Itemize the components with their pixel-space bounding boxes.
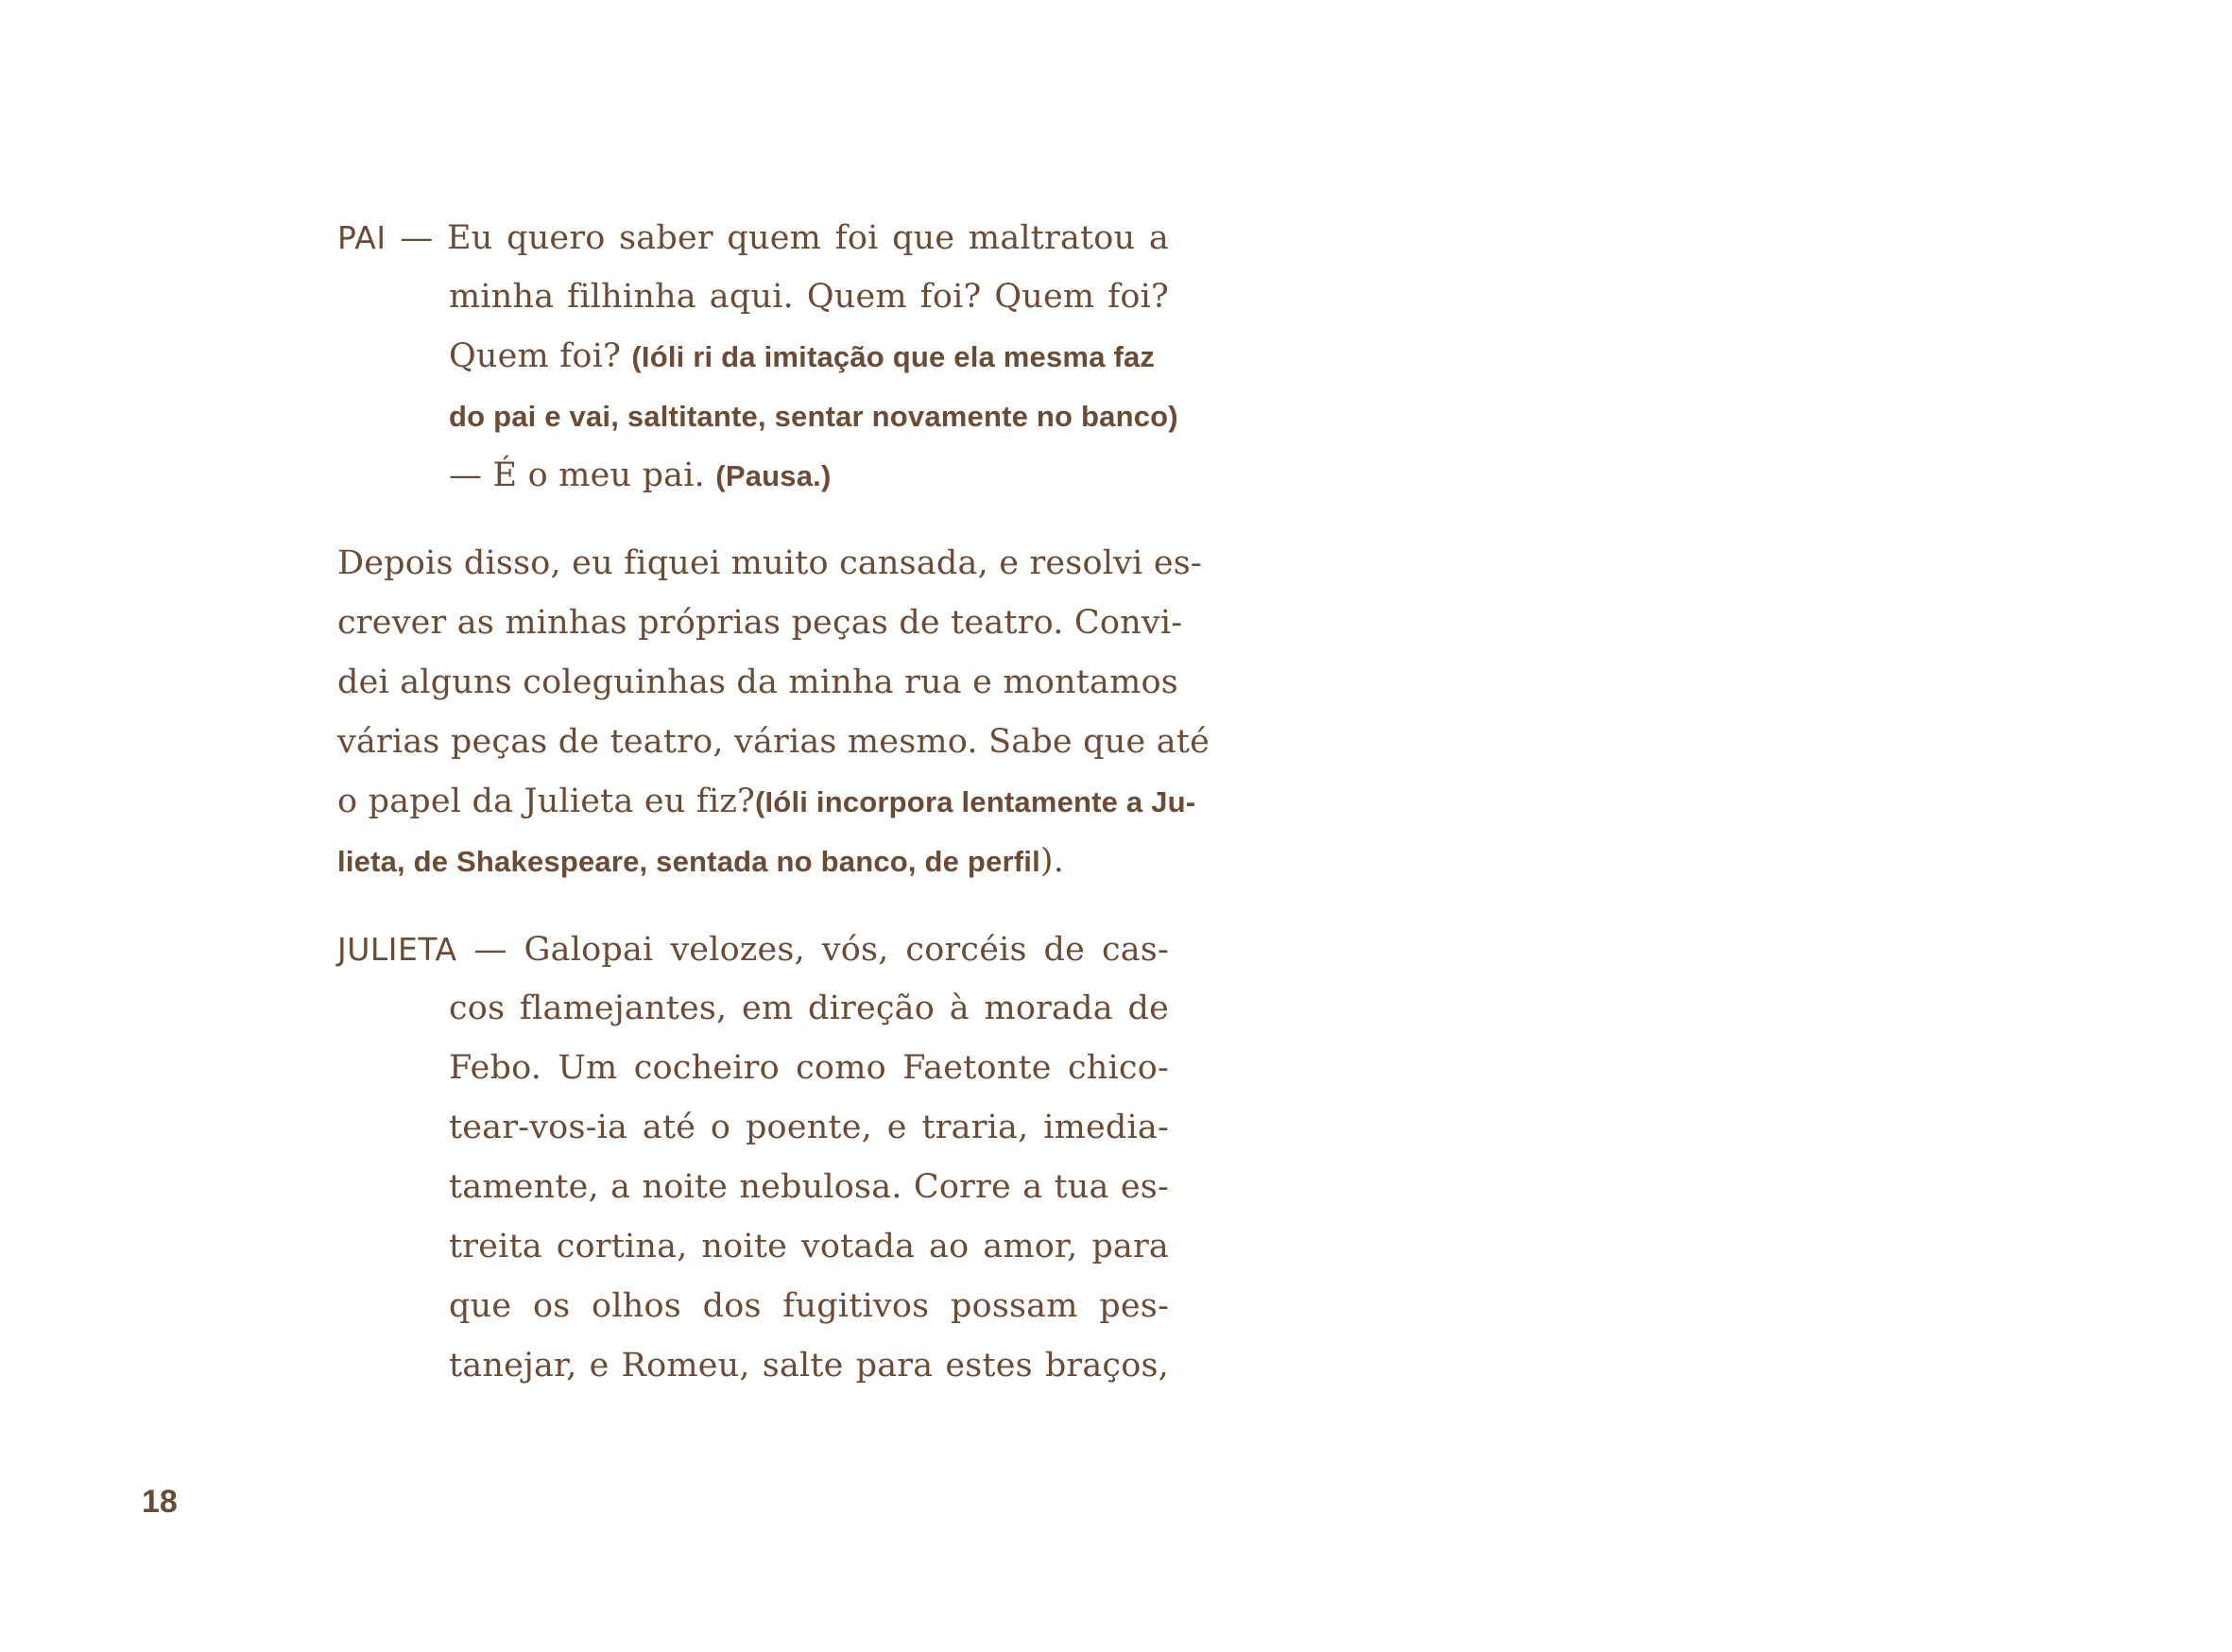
dialogue-text: Febo. Um cocheiro como Faetonte chico-: [449, 1049, 1169, 1087]
dialogue-text: que os olhos dos fugitivos possam pes-: [449, 1287, 1169, 1325]
dialogue-text: — Eu quero saber quem foi que maltratou a: [386, 219, 1169, 257]
stage-direction: (Ióli incorpora lentamente a Ju-: [754, 785, 1196, 818]
text-line: [337, 534, 1202, 594]
narration-text: Depois disso, eu fiquei muito cansada, e resolvi es-: [337, 544, 1202, 582]
text-line: [337, 1039, 1169, 1098]
narration-text: o papel da Julieta eu fiz?: [337, 783, 755, 820]
spacer: [337, 891, 1169, 920]
text-line: [337, 1158, 1169, 1217]
speaker-name: JULIETA: [337, 931, 457, 968]
stage-direction: (Pausa.): [715, 459, 832, 492]
text-line: [337, 1336, 1169, 1396]
narration-text: crever as minhas próprias peças de teatro. Convi-: [337, 604, 1183, 642]
narration-text: dei alguns coleguinhas da minha rua e montamos: [337, 663, 1178, 701]
narration-text: ).: [1039, 842, 1065, 880]
dialogue-text: — Galopai velozes, vós, corcéis de cas-: [456, 931, 1169, 969]
dialogue-block-julieta: [337, 920, 1169, 1396]
text-line: [337, 208, 1169, 267]
text-line: [337, 920, 1169, 979]
stage-direction: do pai e vai, saltitante, sentar novamente no banco): [449, 400, 1178, 433]
text-line: [337, 446, 1169, 506]
stage-direction: (Ióli ri da imitação que ela mesma faz: [631, 340, 1156, 373]
dialogue-text: tear-vos-ia até o poente, e traria, imedia-: [449, 1109, 1169, 1146]
narration-paragraph: [337, 534, 1210, 891]
text-line: [337, 327, 1169, 387]
dialogue-text: tanejar, e Romeu, salte para estes braços,: [449, 1347, 1169, 1385]
dialogue-text: treita cortina, noite votada ao amor, para: [449, 1228, 1169, 1265]
spacer: [337, 506, 1169, 534]
text-line: [337, 594, 1183, 653]
dialogue-text: cos flamejantes, em direção à morada de: [449, 989, 1169, 1027]
text-line: [337, 772, 1196, 832]
text-column: [337, 208, 1210, 1396]
text-line: [337, 387, 1178, 446]
text-line: [337, 713, 1210, 772]
page-number: 18: [142, 1484, 178, 1520]
dialogue-text: tamente, a noite nebulosa. Corre a tua es-: [449, 1168, 1169, 1206]
dialogue-text: minha filhinha aqui. Quem foi? Quem foi?: [449, 278, 1169, 316]
text-line: [337, 832, 1169, 891]
text-line: [337, 267, 1169, 327]
dialogue-text: — É o meu pai.: [449, 456, 716, 494]
text-line: [337, 1098, 1169, 1158]
text-line: [337, 979, 1169, 1039]
speaker-name: PAI: [337, 219, 386, 256]
narration-text: várias peças de teatro, várias mesmo. Sabe que até: [337, 723, 1210, 761]
text-line: [337, 1217, 1169, 1277]
text-line: [337, 653, 1178, 713]
text-line: [337, 1277, 1169, 1336]
dialogue-text: Quem foi?: [449, 337, 632, 375]
stage-direction: lieta, de Shakespeare, sentada no banco, de perfil: [337, 845, 1040, 878]
dialogue-block-pai: [337, 208, 1178, 506]
